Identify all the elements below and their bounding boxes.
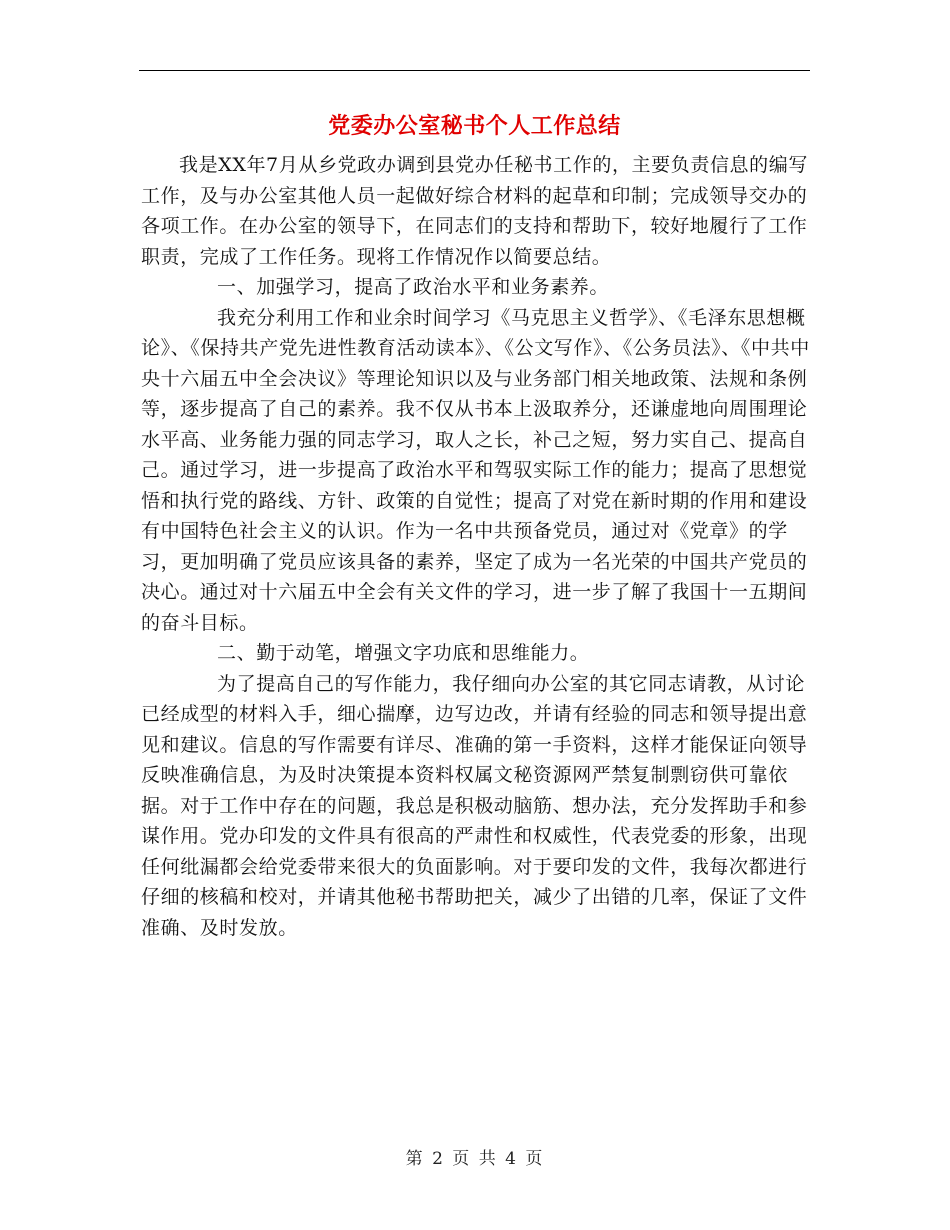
section-1-paragraph: 我充分利用工作和业余时间学习《马克思主义哲学》、《毛泽东思想概论》、《保持共产党先进性教育活动读本》、《公文写作》、《公务员法》、《中共中央十六届五中全会决议》等理论知识以及与业务部门相关地政策、法规和条例等，逐步提高了自己的素养。我不仅从书本上汲取养分，还谦虚地向周围理论水平高、业务能力强的同志学习，取人之长，补己之短，努力实自己、提高自己。通过学习，进一步提高了政治水平和驾驭实际工作的能力；提高了思想觉悟和执行党的路线、方针、政策的自觉性；提高了对党在新时期的作用和建设有中国特色社会主义的认识。作为一名中共预备党员，通过对《党章》的学习，更加明确了党员应该具备的素养，坚定了成为一名光荣的中国共产党员的决心。通过对十六届五中全会有关文件的学习，进一步了解了我国十一五期间的奋斗目标。 — [141, 306, 810, 634]
document-body — [141, 150, 810, 943]
intro-paragraph: 我是XX年7月从乡党政办调到县党办任秘书工作的，主要负责信息的编写工作，及与办公室其他人员一起做好综合材料的起草和印制；完成领导交办的各项工作。在办公室的领导下，在同志们的支持和帮助下，较好地履行了工作职责，完成了工作任务。现将工作情况作以简要总结。 — [141, 154, 808, 268]
section-2-paragraph: 为了提高自己的写作能力，我仔细向办公室的其它同志请教，从讨论已经成型的材料入手，细心揣摩，边写边改，并请有经验的同志和领导提出意见和建议。信息的写作需要有详尽、准确的第一手资料，这样才能保证向领导反映准确信息，为及时决策提本资料权属文秘资源网严禁复制剽窃供可靠依据。对于工作中存在的问题，我总是积极动脑筋、想办法，充分发挥助手和参谋作用。党办印发的文件具有很高的严肃性和权威性，代表党委的形象，出现任何纰漏都会给党委带来很大的负面影响。对于要印发的文件，我每次都进行仔细的核稿和校对，并请其他秘书帮助把关，减少了出错的几率，保证了文件准确、及时发放。 — [141, 672, 808, 939]
section-heading-1: 一、加强学习，提高了政治水平和业务素养。 — [217, 276, 610, 298]
header-rule — [139, 70, 810, 71]
document-title: 党委办公室秘书个人工作总结 — [328, 113, 621, 139]
section-heading-2: 二、勤于动笔，增强文字功底和思维能力。 — [217, 642, 590, 664]
page-footer: 第 2 页 共 4 页 — [405, 1149, 545, 1169]
